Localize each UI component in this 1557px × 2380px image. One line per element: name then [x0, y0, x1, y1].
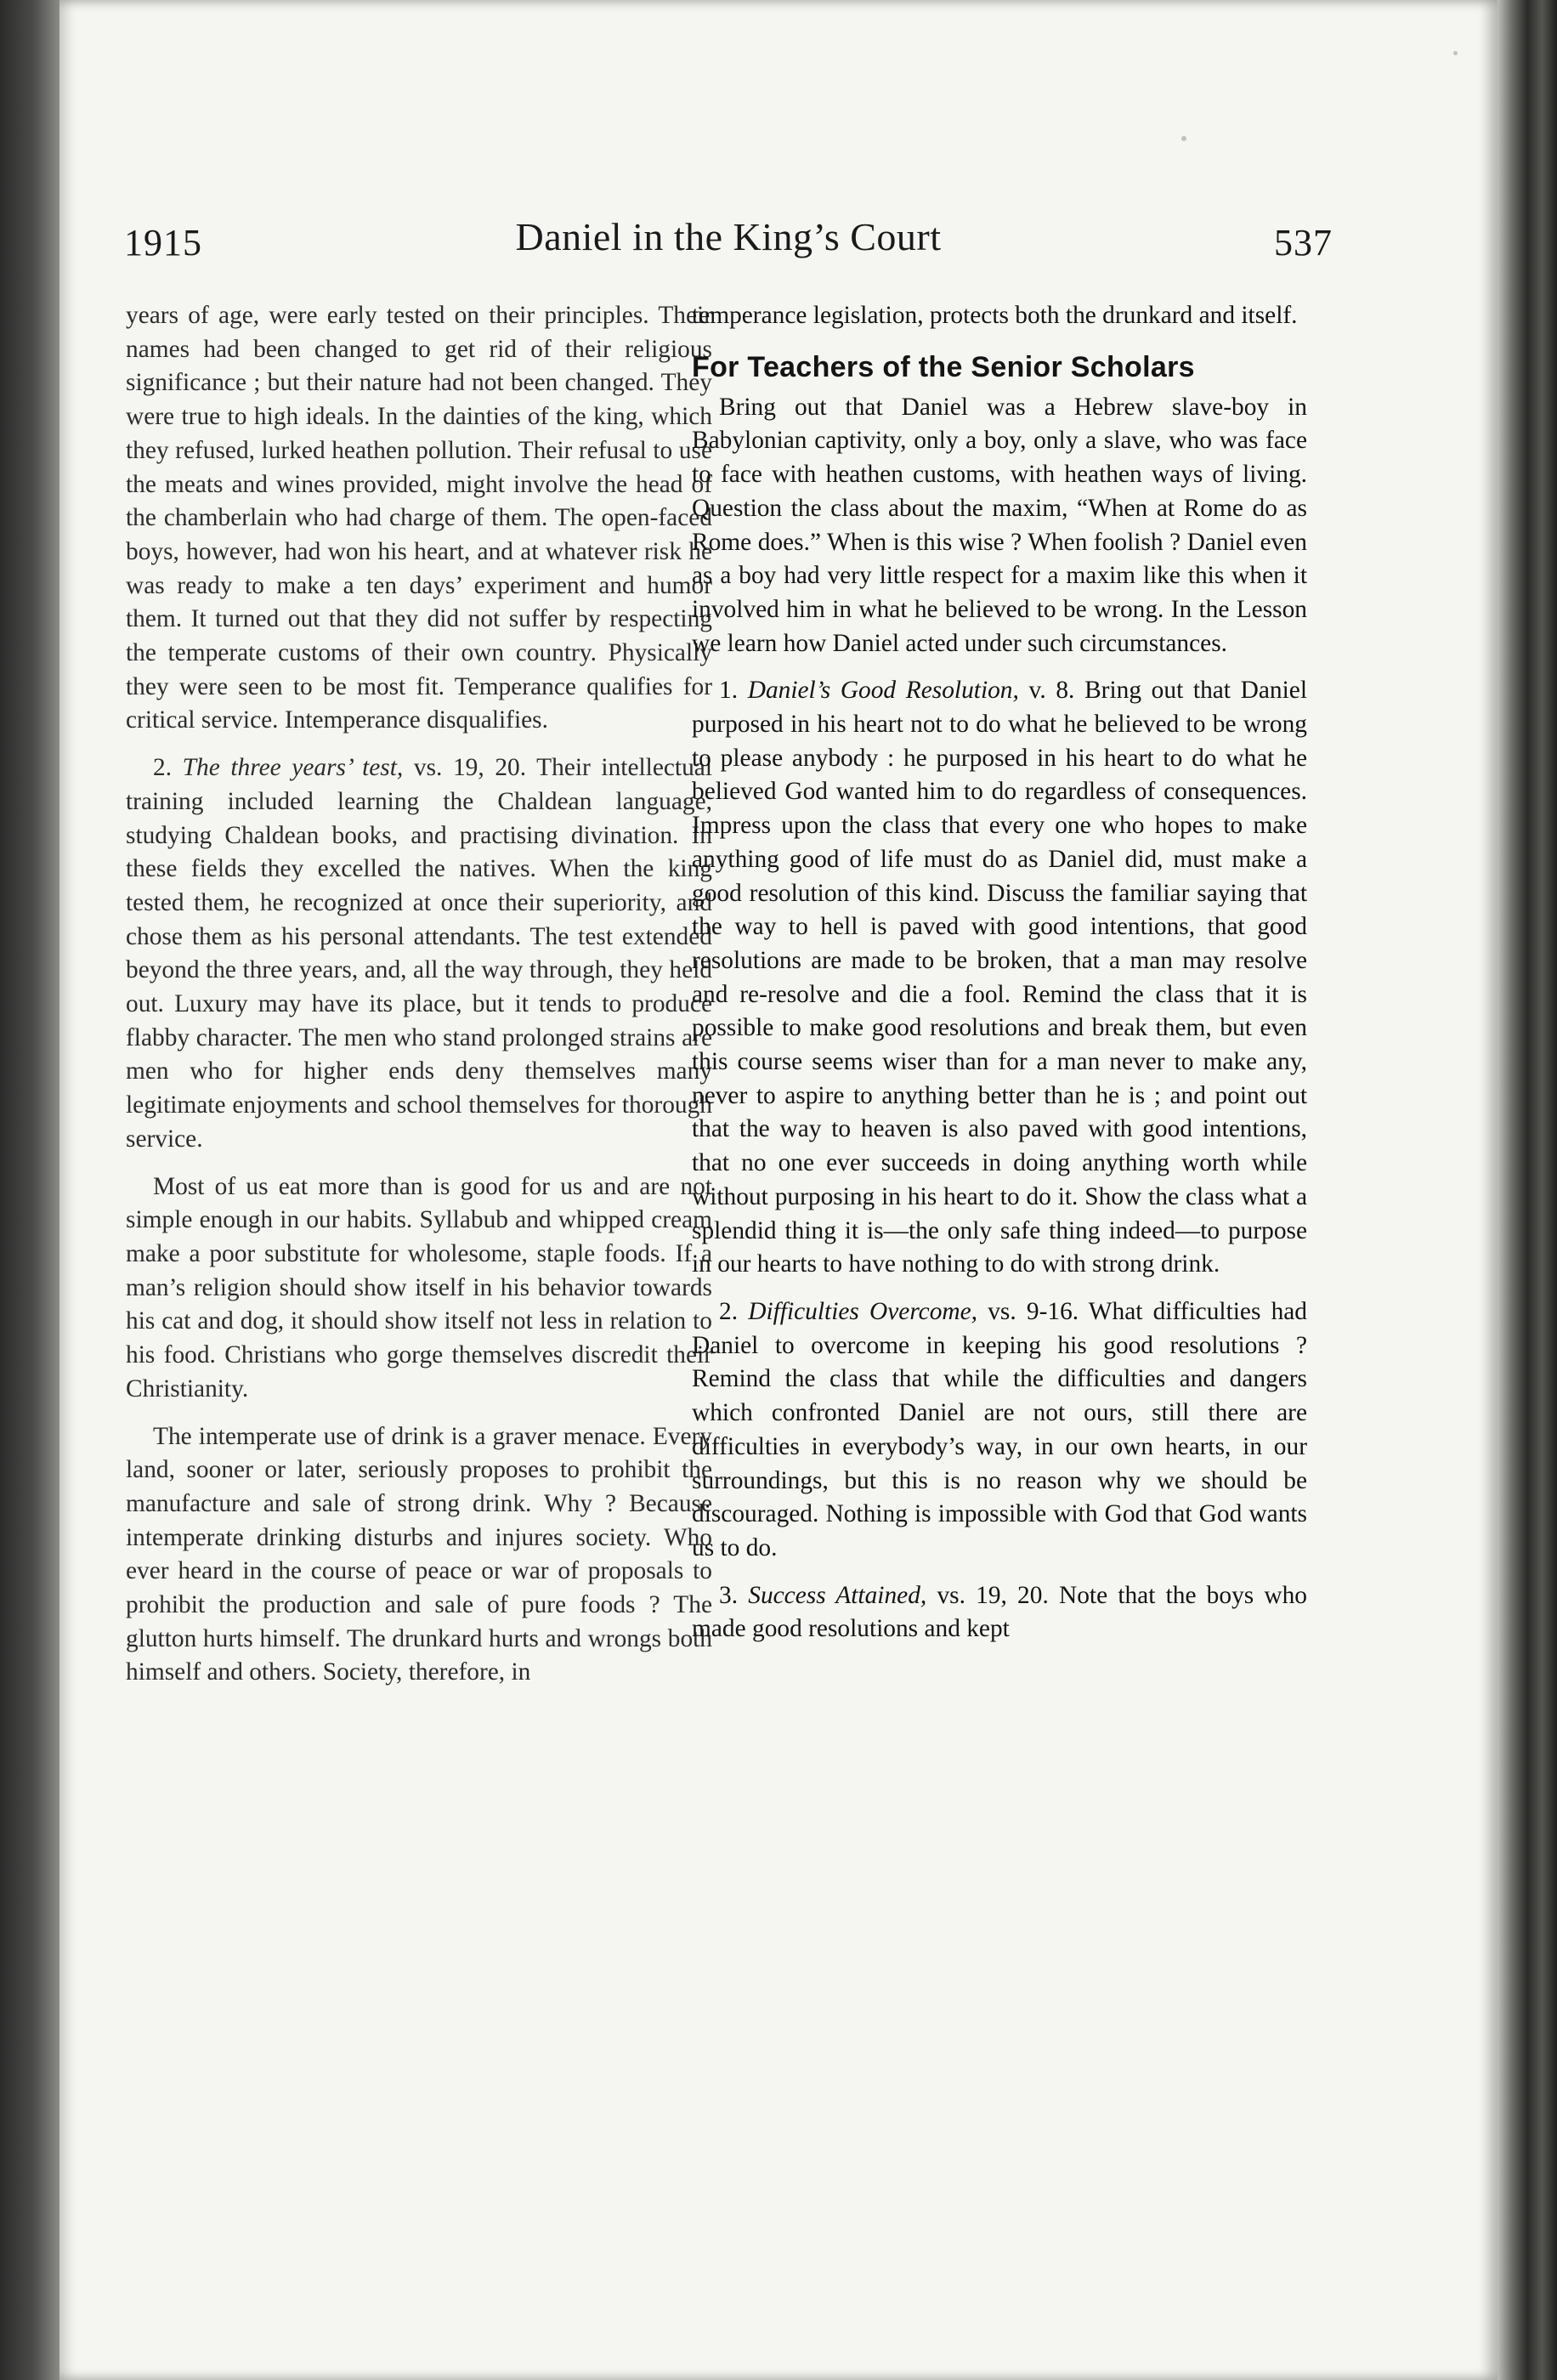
- item-title: The three years’ test,: [182, 754, 404, 782]
- numbered-item: [692, 1295, 1307, 1566]
- item-number: 1.: [719, 677, 739, 705]
- paragraph: Bring out that Daniel was a Hebrew slave-boy in Babylonian captivity, only a boy, only a slave, who was face to face with heathen customs, with heathen ways of living. Question the class about the maxim, “When at Rome do as Rome does.” When is this wise ? When foolish ? Daniel even as a boy had very little respect for a maxim like this when it involved him in what he believed to be wrong. In the Lesson we learn how Daniel acted under such circumstances.: [692, 393, 1307, 657]
- item-reference: vs. 9-16.: [988, 1297, 1079, 1325]
- item-title: Success Attained,: [748, 1581, 927, 1609]
- paragraph: temperance legislation, protects both the drunkard and itself.: [692, 302, 1298, 329]
- scan-left-margin: [0, 0, 59, 2380]
- item-number: 3.: [719, 1581, 739, 1609]
- numbered-item: [692, 1579, 1307, 1646]
- running-head: [124, 214, 1333, 274]
- running-head-title: Daniel in the King’s Court: [515, 215, 942, 258]
- item-reference: vs. 19, 20.: [413, 754, 527, 782]
- paragraph: Most of us eat more than is good for us and are not simple enough in our habits. Syllabub and whipped cream make a poor substitute for wholesome, staple foods. If a man’s religion should show itself in his behavior towards his cat and dog, it should show itself not less in relation to his food. Christians who gorge themselves discredit their Christianity.: [126, 1172, 712, 1402]
- ink-speck: [1453, 51, 1458, 55]
- right-column: [692, 299, 1307, 1646]
- section-heading: For Teachers of the Senior Scholars: [692, 350, 1195, 383]
- item-reference: vs. 19, 20.: [937, 1581, 1049, 1609]
- numbered-item: [692, 674, 1307, 1282]
- paragraph: The intemperate use of drink is a graver menace. Every land, sooner or later, seriously proposes to prohibit the manufacture and sale of strong drink. Why ? Because intemperate drinking disturbs and injures society. Who ever heard in the course of peace or war of proposals to prohibit the production and sale of pure foods ? The glutton hurts himself. The drunkard hurts and wrongs both himself and others. Society, therefore, in: [126, 1422, 712, 1686]
- item-text: Their intellectual training included learning the Chaldean language, studying Chaldean books, and practising divination. In these fields they excelled the natives. When the king tested them, he recognized at once their superiority, and chose them as his personal attendants. The test extended beyond the three years, and, all the way through, they held out. Luxury may have its place, but it tends to produce flabby character. The men who stand prolonged strains are men who for higher ends deny themselves many legitimate enjoyments and school themselves for thorough service.: [126, 754, 712, 1153]
- item-number: 2.: [719, 1297, 739, 1325]
- numbered-item: [126, 751, 712, 1156]
- item-title: Difficulties Overcome,: [748, 1297, 978, 1325]
- ink-speck: [1181, 136, 1186, 141]
- item-number: 2.: [153, 754, 173, 782]
- item-text: Note that the boys who made good resolutions and kept: [692, 1581, 1308, 1643]
- running-head-year: 1915: [124, 222, 202, 264]
- item-reference: v. 8.: [1028, 677, 1075, 705]
- item-text: Bring out that Daniel purposed in his heart not to do what he believed to be wrong to please anybody : he purposed in his heart to do what he believed God wanted him to do regardless of consequences. Impress upon the class that every one who hopes to make anything good of life must do as Daniel did, must make a good resolution of this kind. Discuss the familiar saying that the way to hell is paved with good intentions, that good resolutions are made to be broken, that a man may resolve and re-resolve and die a fool. Remind the class that it is possible to make good resolutions and break them, but even this course seems wiser than for a man never to make any, never to aspire to anything better than he is ; and point out that the way to heaven is also paved with good intentions, that no one ever succeeds in doing anything worth while without purposing in his heart to do it. Show the class what a splendid thing it is—the only safe thing indeed—to purpose in our hearts to have nothing to do with strong drink.: [692, 677, 1307, 1278]
- page-number: 537: [1274, 222, 1333, 264]
- item-text: What difficulties had Daniel to overcome in keeping his good resolutions ? Remind the class that while the difficulties and dangers which confronted Daniel are not ours, still there are difficulties in everybody’s way, in our own hearts, in our surroundings, but this is no reason why we should be discouraged. Nothing is impossible with God that God wants us to do.: [692, 1297, 1308, 1561]
- left-column: [126, 299, 712, 1690]
- book-spine-edge: [1498, 0, 1557, 2380]
- item-title: Daniel’s Good Resolution,: [747, 677, 1019, 705]
- paragraph: years of age, were early tested on their principles. Their names had been changed to get rid of their religious significance ; but their nature had not been changed. They were true to high ideals. In the dainties of the king, which they refused, lurked heathen pollution. Their refusal to use the meats and wines provided, might involve the head of the chamberlain who had charge of them. The open-faced boys, however, had won his heart, and at whatever risk he was ready to make a ten days’ experiment and humor them. It turned out that they did not suffer by respecting the temperate customs of their own country. Physically they were seen to be most fit. Temperance qualifies for critical service. Intemperance disqualifies.: [126, 302, 712, 734]
